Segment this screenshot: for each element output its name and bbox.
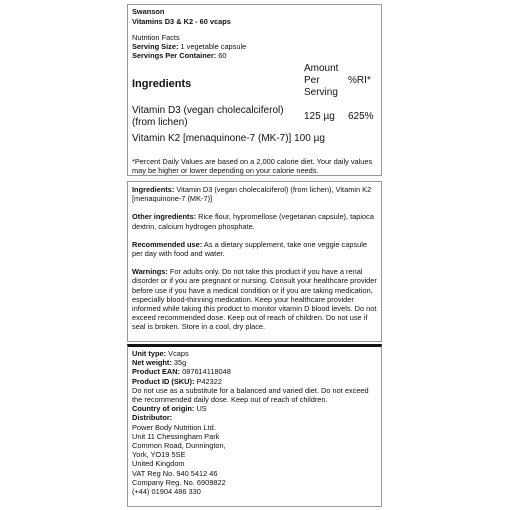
other-ingredients-label: Other ingredients:	[132, 212, 197, 222]
nutrient-name-d3: Vitamin D3 (vegan cholecalciferol) (from lichen)	[132, 105, 284, 128]
unit-type-value: Vcaps	[168, 349, 189, 358]
distributor-line: Common Road, Dunnington,	[132, 441, 226, 451]
unit-type	[132, 349, 377, 358]
distributor-line: (+44) 01904 486 330	[132, 487, 201, 497]
nutrition-facts-panel	[127, 4, 382, 176]
distributor-label: Distributor:	[132, 413, 173, 423]
ingredients-label: Ingredients:	[132, 185, 175, 194]
nutrition-facts-heading: Nutrition Facts	[132, 33, 180, 42]
servings-value: 60	[218, 51, 227, 60]
usage-note: Do not use as a substitute for a balanced and varied diet. Do not exceed the recommended daily dose. Keep out of reach of children.	[132, 385, 369, 405]
column-header-ingredients: Ingredients	[132, 78, 192, 90]
distributor-line: Power Body Nutrition Ltd.	[132, 422, 216, 432]
serving-size-value: 1 vegetable capsule	[180, 42, 247, 51]
net-weight	[132, 358, 377, 367]
nutrient-row-k2	[132, 133, 325, 144]
ingredients-text: Vitamin D3 (vegan cholecalciferol) (from lichen), Vitamin K2 [menaquinone-7 (MK-7)]	[132, 185, 372, 204]
serving-size-label: Serving Size:	[132, 42, 179, 51]
product-name: Vitamins D3 & K2 - 60 vcaps	[132, 17, 231, 26]
ingredients-panel	[127, 181, 382, 342]
product-ean-value: 087614118048	[182, 367, 231, 377]
distributor-line: VAT Reg No. 940 5412 46	[132, 468, 218, 478]
column-header-amount: Amount Per Serving	[304, 63, 339, 98]
recommended-use-section	[132, 240, 377, 258]
servings-per-container	[132, 51, 227, 60]
serving-size	[132, 42, 246, 51]
servings-label: Servings Per Container:	[132, 51, 217, 60]
nutrient-name-k2: Vitamin K2 [menaquinone-7 (MK-7)]	[132, 133, 292, 144]
product-sku-label: Product ID (SKU):	[132, 376, 195, 386]
product-sku	[132, 377, 377, 386]
distributor-line: United Kingdom	[132, 459, 185, 469]
distributor-line: Company Reg. No. 6909822	[132, 477, 226, 487]
daily-values-footnote: *Percent Daily Values are based on a 2,000 calorie diet. Your daily values may be higher or lower depending on your calorie needs.	[132, 157, 373, 176]
country-of-origin	[132, 404, 377, 413]
brand-name: Swanson	[132, 7, 165, 16]
unit-type-label: Unit type:	[132, 349, 167, 358]
nutrient-amount-k2: 100 µg	[294, 133, 325, 144]
warnings-text: For adults only. Do not take this product if you have a renal disorder or if you are pregnant or nursing. Consult your healthcare provider before use if you have a medical condition or if you are taking medication, especially blood-thinning medication. Keep your healthcare provider informed while taking this product to monitor vitamin D blood levels. Do not exceed recommended dose. Keep out of reach of children. Do not use if seal is broken. Store in a cool, dry place.	[132, 267, 377, 332]
ingredients-section	[132, 185, 377, 203]
net-weight-value: 35g	[173, 358, 187, 368]
country-of-origin-value: US	[196, 404, 207, 414]
other-ingredients-text: Rice flour, hypromellose (vegetarian capsule), tapioca dextrin, calcium hydrogen phosphate.	[132, 212, 374, 231]
distributor-line: York, YO19 5SE	[132, 450, 186, 460]
product-sku-value: P42322	[196, 376, 222, 386]
recommended-use-text: As a dietary supplement, take one veggie capsule per day with food and water.	[132, 239, 367, 259]
warnings-section	[132, 267, 377, 331]
warnings-label: Warnings:	[132, 267, 168, 277]
product-info-panel	[127, 344, 382, 507]
product-ean-label: Product EAN:	[132, 367, 181, 377]
net-weight-label: Net weight:	[132, 358, 172, 368]
nutrient-amount-d3: 125 µg	[304, 111, 335, 122]
column-header-ri: %RI*	[348, 75, 371, 86]
country-of-origin-label: Country of origin:	[132, 404, 195, 414]
recommended-use-label: Recommended use:	[132, 239, 203, 249]
product-ean	[132, 367, 377, 376]
distributor-line: Unit 11 Chessingham Park	[132, 431, 220, 441]
nutrient-ri-d3: 625%	[348, 111, 374, 122]
other-ingredients-section	[132, 212, 377, 230]
